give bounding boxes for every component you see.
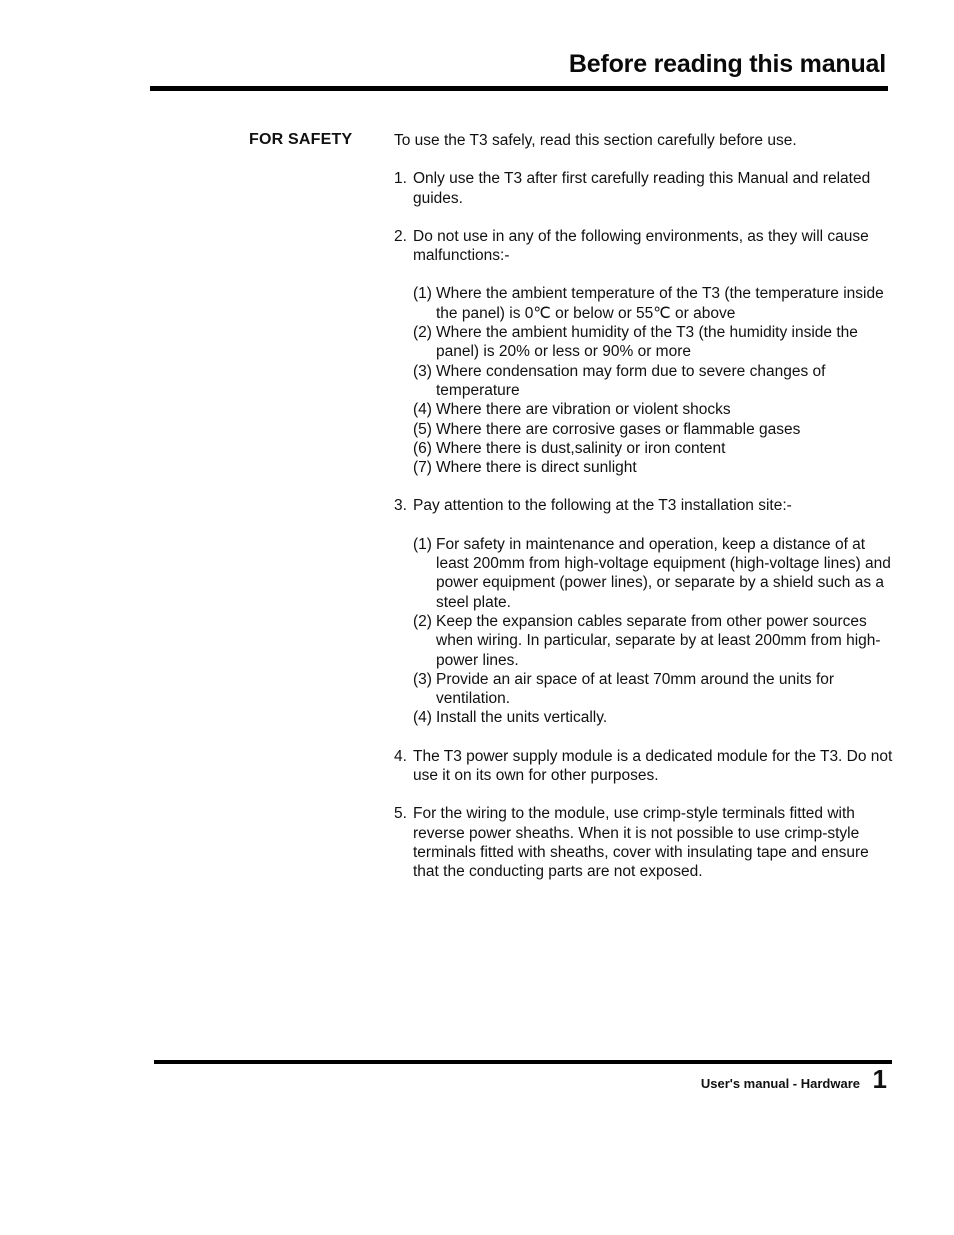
footer-manual-title: User's manual - Hardware — [700, 1076, 860, 1091]
item-number: 2. — [394, 227, 407, 245]
sub-item-text: Keep the expansion cables separate from other power sources when wiring. In particular, separate by at least 200mm from high-power lines. — [436, 612, 881, 669]
item-text: Pay attention to the following at the T3 installation site:- — [413, 497, 792, 515]
sub-item-number: (5) — [413, 420, 432, 438]
item-text: The T3 power supply module is a dedicated module for the T3. Do not use it on its own for other purposes. — [413, 747, 893, 785]
sub-item — [413, 420, 894, 439]
page-title: Before reading this manual — [568, 50, 886, 78]
sub-item-number: (3) — [413, 670, 432, 688]
sub-item — [413, 535, 894, 612]
list-item-2 — [394, 227, 894, 266]
sub-item — [413, 458, 894, 477]
sub-item — [413, 670, 894, 709]
sublist-installation — [413, 535, 894, 728]
sublist-environments — [413, 284, 894, 477]
sub-item-text: Where there is dust,salinity or iron content — [436, 439, 726, 457]
sub-item-text: Where condensation may form due to severe changes of temperature — [436, 362, 826, 399]
sub-item — [413, 612, 894, 670]
sub-item-number: (1) — [413, 535, 432, 553]
sub-item-text: Where the ambient humidity of the T3 (the humidity inside the panel) is 20% or less or 90% or more — [436, 324, 858, 361]
sub-item-number: (4) — [413, 709, 432, 727]
list-item-3 — [394, 496, 894, 515]
sub-item — [413, 708, 894, 727]
list-item-4 — [394, 747, 894, 786]
item-number: 1. — [394, 170, 407, 188]
sub-item — [413, 323, 894, 362]
item-text: Only use the T3 after first carefully reading this Manual and related guides. — [413, 170, 871, 207]
sub-item-number: (3) — [413, 362, 432, 380]
sub-item-number: (2) — [413, 612, 432, 630]
item-text: Do not use in any of the following environments, as they will cause malfunctions:- — [413, 227, 869, 265]
header-divider — [150, 86, 888, 91]
sub-item-text: Where there are vibration or violent shocks — [436, 401, 731, 419]
item-number: 4. — [394, 747, 407, 765]
sub-item-text: Where there is direct sunlight — [436, 459, 637, 477]
item-number: 5. — [394, 805, 407, 823]
safety-content — [394, 131, 894, 901]
section-intro: To use the T3 safely, read this section carefully before use. — [394, 132, 797, 149]
sub-item — [413, 439, 894, 458]
item-number: 3. — [394, 497, 407, 515]
sub-item-number: (1) — [413, 285, 432, 303]
sub-item-text: Provide an air space of at least 70mm around the units for ventilation. — [436, 670, 835, 708]
sub-item — [413, 284, 894, 323]
section-label: FOR SAFETY — [249, 131, 353, 148]
list-item-5 — [394, 804, 894, 881]
sub-item-text: Where there are corrosive gases or flammable gases — [436, 420, 801, 438]
sub-item-number: (4) — [413, 401, 432, 419]
sub-item — [413, 362, 894, 401]
sub-item-number: (7) — [413, 459, 432, 477]
page-number: 1 — [872, 1064, 887, 1094]
sub-item-text: Where the ambient temperature of the T3 (the temperature inside the panel) is 0℃ or below or 55℃ or above — [436, 285, 884, 322]
sub-item-text: Install the units vertically. — [436, 709, 608, 727]
item-text: For the wiring to the module, use crimp-style terminals fitted with reverse power sheaths. When it is not possible to use crimp-style terminals fitted with sheaths, cover with insulating tape and ensure that the conducting parts are not exposed. — [413, 805, 869, 881]
sub-item-number: (2) — [413, 324, 432, 342]
footer-divider — [154, 1060, 892, 1064]
sub-item-number: (6) — [413, 439, 432, 457]
sub-item-text: For safety in maintenance and operation, keep a distance of at least 200mm from high-voltage equipment (high-voltage lines) and power equipment (power lines), or separate by a shield such as a steel plate. — [436, 535, 891, 611]
sub-item — [413, 400, 894, 419]
list-item-1 — [394, 169, 894, 208]
